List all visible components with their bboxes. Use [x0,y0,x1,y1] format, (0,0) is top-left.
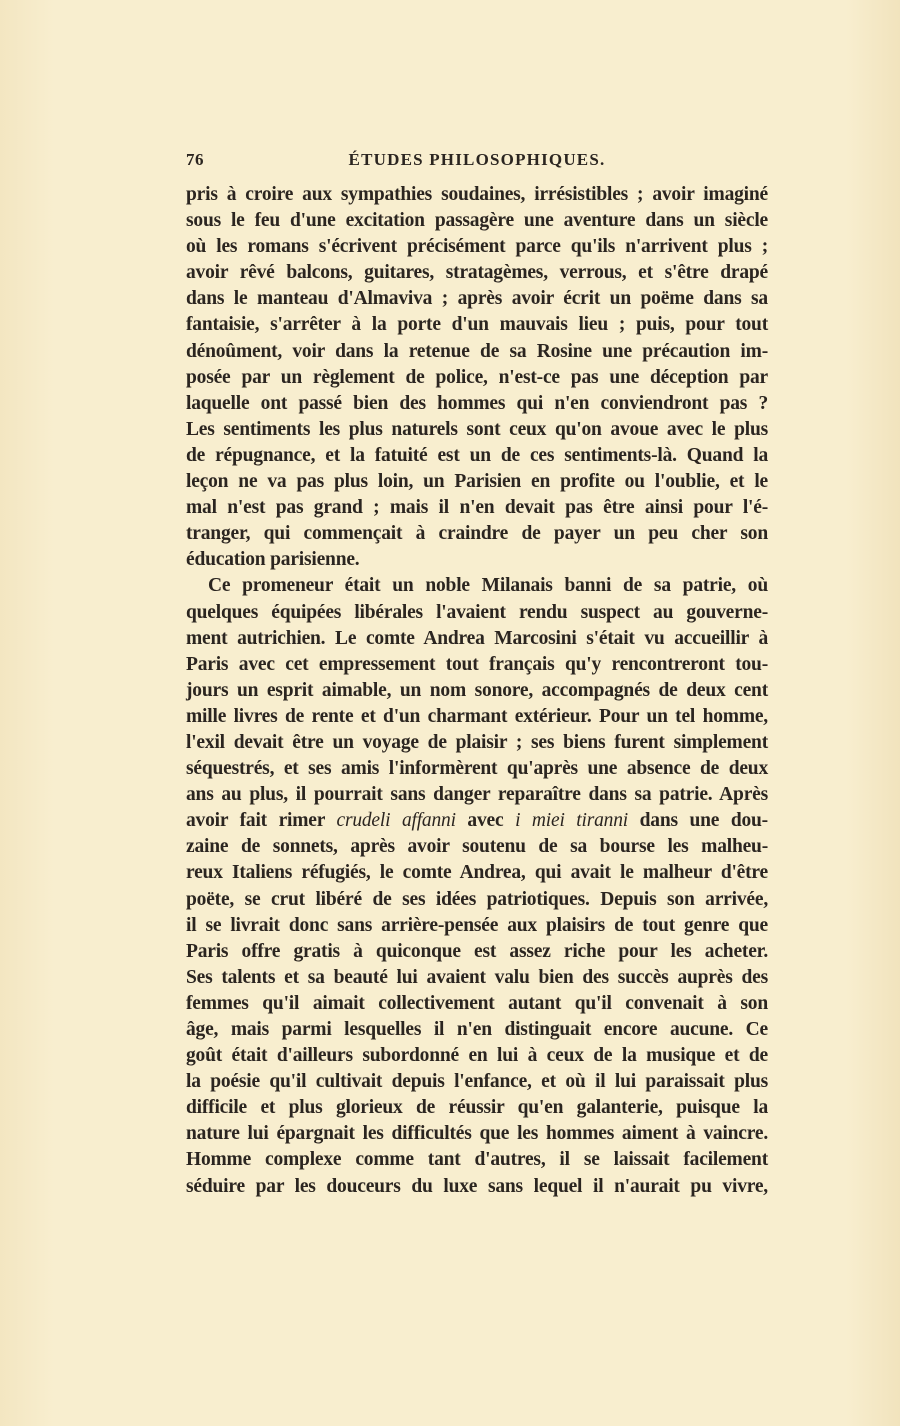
italic-phrase: crudeli affanni [336,810,456,832]
text-line: la poésie qu'il cultivait depuis l'enfance, et où il lui paraissait plus [186,1071,768,1093]
text-line [186,808,768,834]
text-line: dans le manteau d'Almaviva ; après avoir écrit un poëme dans sa [186,288,768,310]
running-header [186,150,768,176]
text-line: Ses talents et sa beauté lui avaient valu bien des succès auprès des [186,966,768,988]
text-line: âge, mais parmi lesquelles il n'en distinguait encore aucune. Ce [186,1019,768,1040]
text-line: zaine de sonnets, après avoir soutenu de sa bourse les malheu- [186,836,768,858]
text-line: tranger, qui commençait à craindre de payer un peu cher son [186,523,768,545]
text-line: Paris offre gratis à quiconque est assez riche pour les acheter. [186,940,768,962]
text-line: jours un esprit aimable, un nom sonore, accompagnés de deux cent [186,679,768,701]
italic-phrase: i miei tiranni [515,810,628,832]
text-line: difficile et plus glorieux de réussir qu'en galanterie, puisque la [186,1097,768,1119]
text-line: goût était d'ailleurs subordonné en lui à ceux de la musique et de [186,1045,768,1067]
text-line: ment autrichien. Le comte Andrea Marcosini s'était vu accueillir à [186,627,768,649]
text-line: Homme complexe comme tant d'autres, il se laissait facilement [186,1149,768,1171]
text-line: pris à croire aux sympathies soudaines, irrésistibles ; avoir imaginé [186,184,768,205]
text-line: de répugnance, et la fatuité est un de ces sentiments-là. Quand la [186,444,768,466]
text-segment: avoir fait rimer [186,810,337,832]
text-line: sous le feu d'une excitation passagère une aventure dans un siècle [186,210,768,232]
text-line: Paris avec cet empressement tout français qu'y rencontreront tou- [186,653,768,675]
text-line: séduire par les douceurs du luxe sans lequel il n'aurait pu vivre, [186,1175,768,1197]
text-line: fantaisie, s'arrêter à la porte d'un mauvais lieu ; puis, pour tout [186,314,768,336]
text-line: séquestrés, et ses amis l'informèrent qu'après une absence de deux [186,758,768,780]
text-line: avoir rêvé balcons, guitares, stratagèmes, verrous, et s'être drapé [186,262,768,284]
text-line: laquelle ont passé bien des hommes qui n'en conviendront pas ? [186,392,768,414]
text-segment: dans une dou- [628,810,768,832]
text-line: ans au plus, il pourrait sans danger reparaître dans sa patrie. Après [186,784,768,806]
text-line: Ce promeneur était un noble Milanais banni de sa patrie, où [208,575,768,597]
text-line: dénoûment, voir dans la retenue de sa Rosine une précaution im- [186,340,768,362]
text-line: l'exil devait être un voyage de plaisir ; ses biens furent simplement [186,731,768,753]
text-line: où les romans s'écrivent précisément parce qu'ils n'arrivent plus ; [186,236,768,258]
running-title: ÉTUDES PHILOSOPHIQUES. [348,150,606,169]
text-line: reux Italiens réfugiés, le comte Andrea, qui avait le malheur d'être [186,862,768,884]
text-line: femmes qu'il aimait collectivement autant qu'il convenait à son [186,992,768,1014]
text-line: mal n'est pas grand ; mais il n'en devait pas être ainsi pour l'é- [186,497,768,519]
text-segment: avec [455,810,516,832]
text-line: Les sentiments les plus naturels sont ceux qu'on avoue avec le plus [186,418,768,440]
text-line: il se livrait donc sans arrière-pensée aux plaisirs de tout genre que [186,914,768,936]
text-line: nature lui épargnait les difficultés que les hommes aiment à vaincre. [186,1123,768,1145]
text-line: poëte, se crut libéré de ses idées patriotiques. Depuis son arrivée, [186,888,768,910]
text-line: éducation parisienne. [186,549,360,571]
text-line: leçon ne va pas plus loin, un Parisien en profite ou l'oublie, et le [186,471,768,493]
text-line: quelques équipées libérales l'avaient rendu suspect au gouverne- [186,601,768,623]
text-line: posée par un règlement de police, n'est-ce pas une déception par [186,366,768,388]
page-number: 76 [186,150,204,169]
body-text [186,182,768,1200]
text-line: mille livres de rente et d'un charmant extérieur. Pour un tel homme, [186,705,768,727]
